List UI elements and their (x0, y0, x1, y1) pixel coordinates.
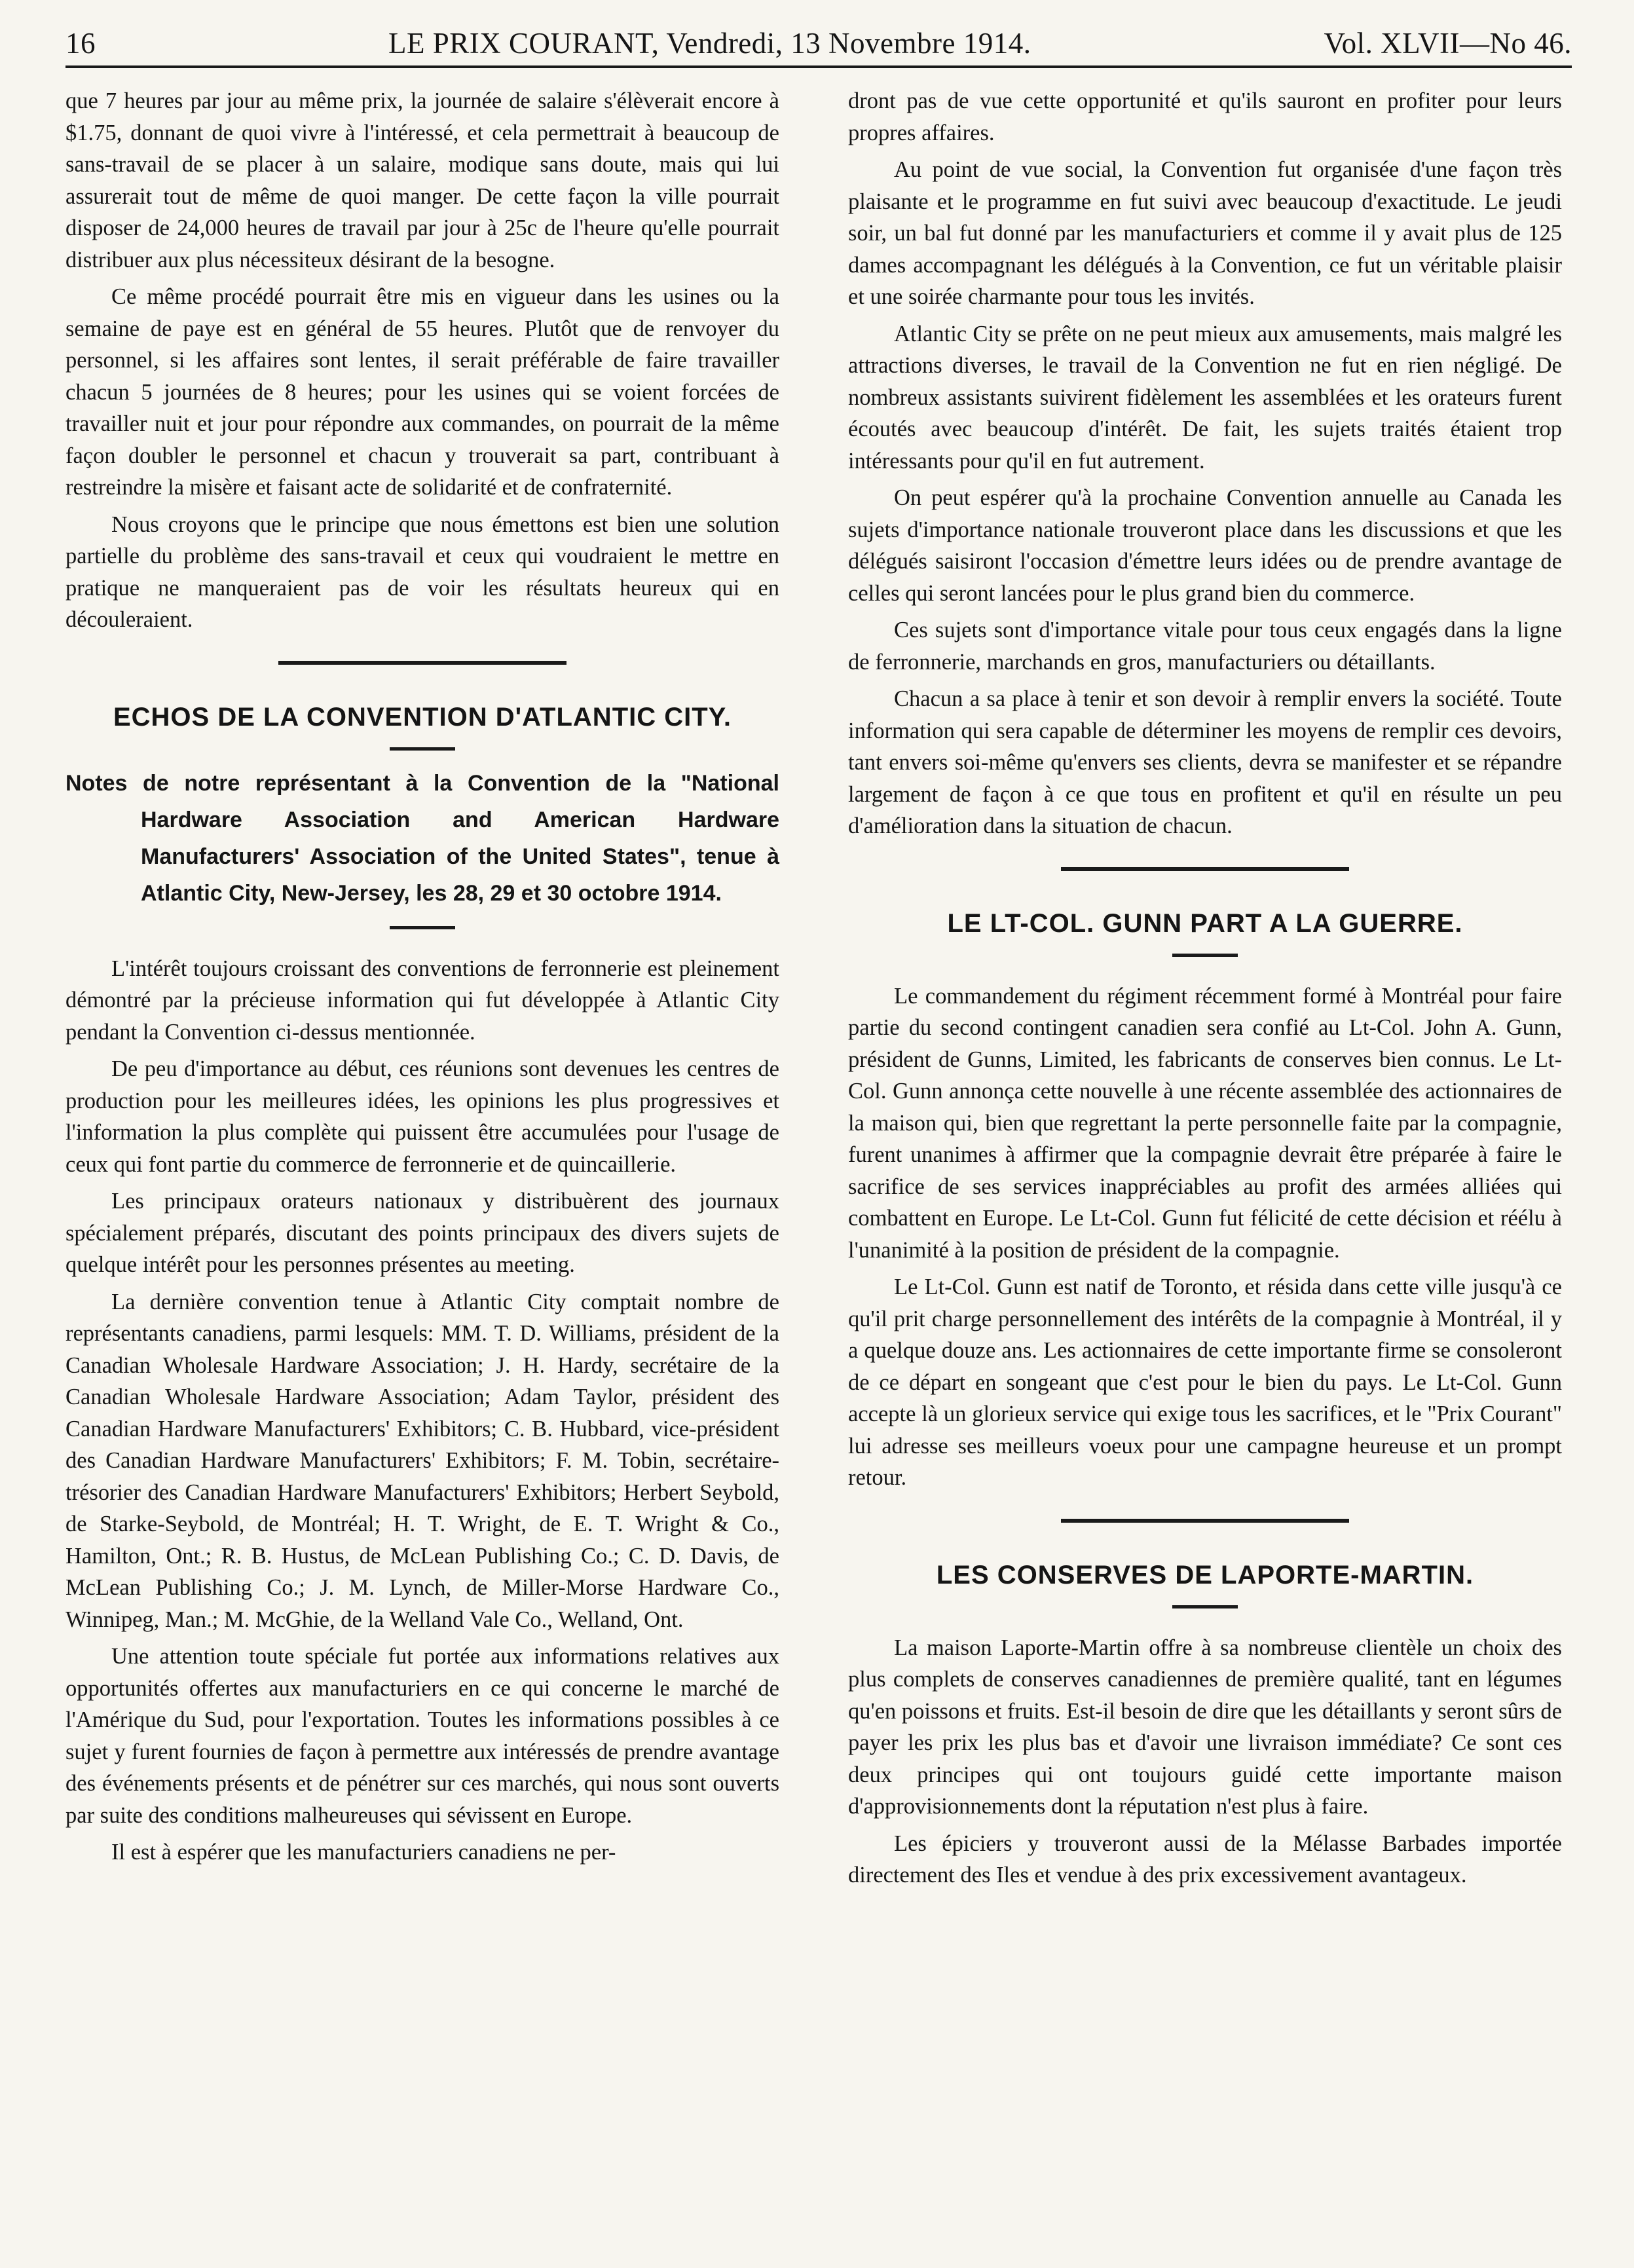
body-paragraph: Une attention toute spéciale fut portée aux informations relatives aux opportunités offertes aux manufacturiers en ce qui concerne le marché de l'Amérique du Sud, pour l'exportation. Toutes les informations possibles à ce sujet y furent fournies de façon à permettre aux intéressés de prendre avantage des événements présents et de pénétrer sur ces marchés, qui nous sont ouverts par suite des conditions malheureuses qui sévissent en Europe. (65, 1644, 779, 1828)
convention-article-subtitle: Notes de notre représentant à la Convention de la "National Hardware Association and American Hardware Manufacturers' Association of the United States", tenue à Atlantic City, New-Jersey, les 28, 29 et 30 octobre 1914. (65, 770, 779, 906)
body-paragraph: On peut espérer qu'à la prochaine Convention annuelle au Canada les sujets d'importance nationale trouveront place dans les discussions et que les délégués saisiront l'occasion d'émettre leurs idées ou de prendre avantage de celles qui seront lancées pour le plus grand bien du commerce. (848, 485, 1562, 606)
section-divider (278, 661, 566, 665)
right-column (848, 85, 1562, 1891)
body-paragraph: Au point de vue social, la Convention fut organisée d'une façon très plaisante et le programme en fut suivi avec beaucoup d'exactitude. Le jeudi soir, un bal fut donné par les manufacturiers et comme il y avait plus de 125 dames accompagnant les délégués à la Convention, ce fut un véritable plaisir et une soirée charmante pour tous les invités. (848, 157, 1562, 309)
body-paragraph: La dernière convention tenue à Atlantic City comptait nombre de représentants canadiens, parmi lesquels: MM. T. D. Williams, président de la Canadian Wholesale Hardware Association; J. H. Hardy, secrétaire de la Canadian Wholesale Hardware Association; Adam Taylor, président des Canadian Hardware Manufacturers' Exhibitors; C. B. Hubbard, vice-président des Canadian Hardware Manufacturers' Exhibitors; F. M. Tobin, secrétaire-trésorier des Canadian Hardware Manufacturers' Exhibitors; Herbert Seybold, de Starke-Seybold, de Montréal; H. T. Wright, de E. T. Wright & Co., Hamilton, Ont.; R. B. Hustus, de McLean Publishing Co.; C. D. Davis, de McLean Publishing Co.; J. M. Lynch, de Miller-Morse Hardware Co., Winnipeg, Man.; M. McGhie, de la Welland Vale Co., Welland, Ont. (65, 1289, 779, 1632)
body-paragraph: Atlantic City se prête on ne peut mieux aux amusements, mais malgré les attractions diverses, le travail de la Convention ne fut en rien négligé. De nombreux assistants suivirent fidèlement les assemblées et les orateurs furent écoutés avec beaucoup d'intérêt. De fait, les sujets traités étaient trop intéressants pour qu'il en fut autrement. (848, 321, 1562, 474)
body-paragraph: Ces sujets sont d'importance vitale pour tous ceux engagés dans la ligne de ferronnerie, marchands en gros, manufacturiers ou détaillants. (848, 618, 1562, 675)
title-rule (390, 747, 455, 751)
body-paragraph: Les épiciers y trouveront aussi de la Mélasse Barbades importée directement des Iles et vendue à des prix excessivement avantageux. (848, 1831, 1562, 1887)
body-paragraph: Nous croyons que le principe que nous émettons est bien une solution partielle du problème des sans-travail et ceux qui voudraient le mettre en pratique ne manqueraient pas de voir les résultats heureux qui en découleraient. (65, 511, 779, 632)
body-paragraph: que 7 heures par jour au même prix, la journée de salaire s'élèverait encore à $1.75, donnant de quoi vivre à l'intéressé, et cela permettrait à beaucoup de sans-travail de se placer à un salaire, modique sans doute, mais qui lui assurerait tout de même de quoi manger. De cette façon la ville pourrait disposer de 24,000 heures de travail par jour à 25c de l'heure qu'elle pourrait distribuer aux plus nécessiteux désirant de la besogne. (65, 88, 779, 272)
spacer (65, 929, 779, 953)
body-paragraph: La maison Laporte-Martin offre à sa nombreuse clientèle un choix des plus complets de conserves canadiennes de première qualité, tant en légumes qu'en poissons et fruits. Est-il besoin de dire que les détaillants y seront sûrs de payer les prix les plus bas et d'avoir une livraison immédiate? Ce sont ces deux principes qui ont toujours guidé cette importante maison d'approvisionnements dont la réputation n'est plus à faire. (848, 1635, 1562, 1819)
body-paragraph: Chacun a sa place à tenir et son devoir à remplir envers la société. Toute information qui sera capable de déterminer les moyens de remplir ces devoirs, tant envers soi-même qu'envers ses clients, devra se manifester et se répandre largement de façon à ce que tous en profitent et qu'il en résulte un peu d'amélioration dans la situation de chacun. (848, 686, 1562, 838)
left-column (65, 85, 779, 1868)
gunn-article-title: LE LT-COL. GUNN PART A LA GUERRE. (947, 908, 1463, 938)
page-number: 16 (65, 27, 96, 60)
laporte-article-title: LES CONSERVES DE LAPORTE-MARTIN. (936, 1560, 1474, 1589)
masthead: LE PRIX COURANT, Vendredi, 13 Novembre 1914. (388, 27, 1031, 60)
body-paragraph: L'intérêt toujours croissant des conventions de ferronnerie est pleinement démontré par la précieuse information qui fut développée à Atlantic City pendant la Convention ci-dessus mentionnée. (65, 956, 779, 1045)
body-paragraph: Le commandement du régiment récemment formé à Montréal pour faire partie du second contingent canadien sera confié au Lt-Col. John A. Gunn, président de Gunns, Limited, les fabricants de conserves bien connus. Le Lt-Col. Gunn annonça cette nouvelle à une récente assemblée des actionnaires de la maison qui, bien que regrettant la perte personnelle faite par la compagnie, furent unanimes à affirmer que la compagnie devrait être préparée à faire le sacrifice de ses services inappréciables au profit des armées alliées qui combattent en Europe. Le Lt-Col. Gunn fut félicité de cette décision et réélu à l'unanimité à la position de président de la compagnie. (848, 983, 1562, 1263)
body-paragraph: Ce même procédé pourrait être mis en vigueur dans les usines ou la semaine de paye est en général de 55 heures. Plutôt que de renvoyer du personnel, si les affaires sont lentes, il serait préférable de faire travailler chacun 5 journées de 8 heures; pour les usines qui se voient forcées de travailler nuit et jour pour répondre aux commandes, on pourrait de la même façon doubler le personnel et chacun y trouverait sa part, contribuant à restreindre la misère et faisant acte de solidarité et de confraternité. (65, 284, 779, 500)
body-paragraph: dront pas de vue cette opportunité et qu'ils sauront en profiter pour leurs propres affaires. (848, 88, 1562, 145)
body-paragraph: De peu d'importance au début, ces réunions sont devenues les centres de production pour les meilleures idées, les opinions les plus progressives et l'information la plus complète qui puissent être accumulées pour l'usage de ceux qui font partie du commerce de ferronnerie et de quincaillerie. (65, 1056, 779, 1177)
spacer (848, 1608, 1562, 1632)
volume-number: Vol. XLVII—No 46. (1324, 27, 1572, 60)
section-divider (1061, 867, 1349, 871)
body-paragraph: Il est à espérer que les manufacturiers canadiens ne per- (111, 1840, 616, 1865)
body-paragraph: Le Lt-Col. Gunn est natif de Toronto, et résida dans cette ville jusqu'à ce qu'il prit charge personnellement des intérêts de la compagnie à Montréal, il y a quelque douze ans. Les actionnaires de cette importante firme se consoleront de ce départ en songeant que c'est pour le bien du pays. Le Lt-Col. Gunn accepte là un glorieux service qui exige tous les sacrifices, et le "Prix Courant" lui adresse ses meilleurs voeux pour une campagne heureuse et un prompt retour. (848, 1274, 1562, 1490)
body-paragraph: Les principaux orateurs nationaux y distribuèrent des journaux spécialement préparés, discutant des points principaux des divers sujets de quelque intérêt pour les personnes présentes au meeting. (65, 1189, 779, 1277)
section-divider (1061, 1519, 1349, 1523)
convention-article-title: ECHOS DE LA CONVENTION D'ATLANTIC CITY. (113, 702, 732, 732)
page-header (65, 26, 1572, 79)
header-rule (65, 65, 1572, 68)
spacer (848, 957, 1562, 980)
